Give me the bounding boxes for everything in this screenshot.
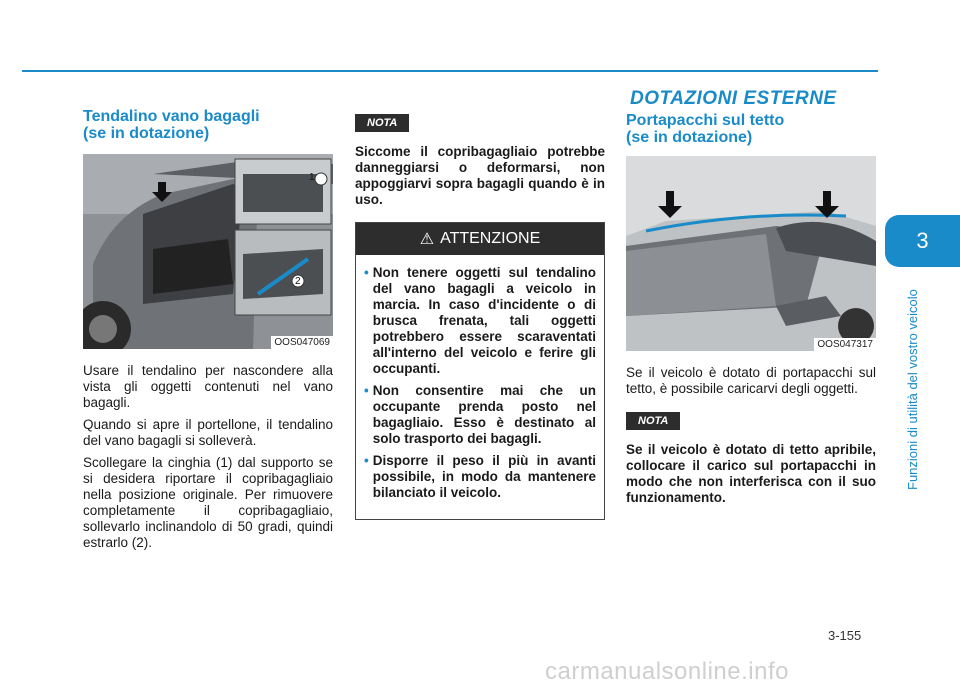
roof-rack-heading-text: Portapacchi sul tetto (se in dotazione) <box>626 112 785 146</box>
paragraph: Quando si apre il portellone, il tendalino del vano bagagli si solleverà. <box>83 417 333 448</box>
warning-box <box>355 222 605 520</box>
figure-code: OOS047069 <box>271 336 333 349</box>
warning-item <box>364 453 596 501</box>
warning-title: ATTENZIONE <box>440 230 541 247</box>
header-rule <box>22 70 878 72</box>
cover-illustration <box>83 154 333 349</box>
nota-label: NOTA <box>626 412 680 430</box>
nota-text: Siccome il copribagagliaio potrebbe danneggiarsi o deformarsi, non appoggiarvi sopra bagagli quando è in uso. <box>355 144 605 207</box>
chapter-number: 3 <box>916 228 929 253</box>
paragraph: Se il veicolo è dotato di portapacchi sul tetto, è possibile caricarvi degli oggetti. <box>626 365 876 396</box>
left-column <box>83 108 333 557</box>
figure-code: OOS047317 <box>814 338 876 351</box>
warning-item-text: Disporre il peso il più in avanti possibile, in modo da mantenere bilanciato il veicolo. <box>372 453 596 500</box>
cover-text <box>83 363 333 551</box>
roof-rack-figure <box>626 156 876 351</box>
chapter-title: Funzioni di utilità del vostro veicolo <box>905 289 920 490</box>
bullet-icon: • <box>364 383 369 398</box>
bullet-icon: • <box>364 453 369 468</box>
paragraph: Scollegare la cinghia (1) dal supporto se si desidera riportare il copribagagliaio nella posizione originale. Per rimuovere completamente il copribagagliaio, sollevarlo inclinandolo di 50 gradi, quindi estrarlo (2). <box>83 455 333 550</box>
section-title: DOTAZIONI ESTERNE <box>630 88 837 109</box>
roof-rack-illustration <box>626 156 876 351</box>
middle-column <box>355 108 605 520</box>
warning-item <box>364 265 596 377</box>
warning-body <box>356 255 604 519</box>
callout-1: 1 <box>309 172 315 183</box>
warning-item-text: Non consentire mai che un occupante prenda posto nel bagagliaio. Esso è destinato al solo trasporto dei bagagli. <box>372 383 596 446</box>
page-number: 3-155 <box>828 628 862 643</box>
warning-triangle-icon: ⚠ <box>419 231 435 248</box>
roof-rack-heading <box>626 112 876 146</box>
cover-heading-text: Tendalino vano bagagli (se in dotazione) <box>83 108 260 142</box>
roof-rack-nota <box>626 411 876 506</box>
callout-2: 2 <box>295 276 301 287</box>
warning-item-text: Non tenere oggetti sul tendalino del vano bagagli a veicolo in marcia. In caso d'incidente o di brusca frenata, tali oggetti potrebbero essere scaraventati all'interno del veicolo e ferire gli occupanti. <box>372 265 596 376</box>
cover-heading <box>83 108 333 142</box>
watermark: carmanualsonline.info <box>545 658 789 685</box>
roof-rack-text <box>626 365 876 397</box>
right-column <box>626 108 876 512</box>
nota-label: NOTA <box>355 114 409 132</box>
warning-item <box>364 383 596 447</box>
cover-figure <box>83 154 333 349</box>
warning-header <box>356 223 604 255</box>
paragraph: Usare il tendalino per nascondere alla vista gli oggetti contenuti nel vano bagagli. <box>83 363 333 410</box>
nota-text: Se il veicolo è dotato di tetto apribile, collocare il carico sul portapacchi in modo che non interferisca con il suo funzionamento. <box>626 442 876 505</box>
chapter-tab <box>885 215 960 267</box>
bullet-icon: • <box>364 265 369 280</box>
